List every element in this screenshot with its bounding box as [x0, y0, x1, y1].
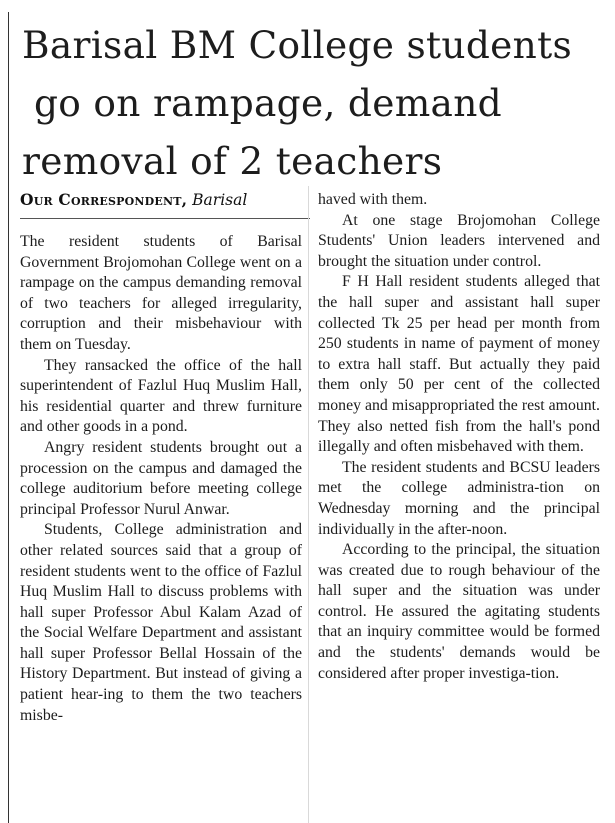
article-column-left	[20, 232, 302, 726]
byline-correspondent: Our Correspondent,	[20, 190, 188, 209]
headline-line-3: removal of 2 teachers	[22, 139, 443, 183]
byline-location: Barisal	[192, 191, 248, 209]
paragraph-7: The resident students and BCSU leaders met the college administra-tion on Wednesday morning and the principal individually in the after-noon.	[318, 458, 600, 538]
paragraph-5: At one stage Brojomohan College Students' Union leaders intervened and brought the situation under control.	[318, 211, 600, 270]
page-left-rule	[8, 12, 9, 823]
headline	[22, 16, 607, 190]
paragraph-3: Angry resident students brought out a procession on the campus and damaged the college auditorium before meeting college principal Professor Nurul Anwar.	[20, 438, 302, 518]
paragraph-continuation: haved with them.	[318, 191, 428, 208]
byline-divider	[20, 218, 310, 219]
headline-line-2: go on rampage, demand	[34, 81, 502, 125]
paragraph-6: F H Hall resident students alleged that the hall super and assistant hall super collected Tk 25 per head per month from 250 students in name of payment of money to extra hall staff. But actually they paid them only 50 per cent of the collected money and misappropriated the rest amount. They also netted fish from the hall's pond illegally and often misbehaved with them.	[318, 273, 600, 456]
paragraph-2: They ransacked the office of the hall superintendent of Fazlul Huq Muslim Hall, his residential quarter and threw furniture and other goods in a pond.	[20, 356, 302, 436]
headline-line-1: Barisal BM College students	[22, 23, 573, 67]
paragraph-4: Students, College administration and other related sources said that a group of resident students went to the office of Fazlul Huq Muslim Hall to discuss problems with hall super Professor Abul Kalam Azad of the Social Welfare Department and assistant hall super Professor Bellal Hossain of the History Department. But instead of giving a patient hear-ing to them the two teachers misbe-	[20, 521, 302, 724]
column-divider	[308, 186, 309, 823]
byline	[20, 190, 247, 209]
article-column-right	[318, 190, 600, 684]
paragraph-8: According to the principal, the situation was created due to rough behaviour of the hall super and the situation was under control. He assured the agitating students that an inquiry committee would be formed and the students' demands would be considered after proper investiga-tion.	[318, 541, 600, 682]
paragraph-1: The resident students of Barisal Government Brojomohan College went on a rampage on the campus demanding removal of two teachers for alleged irregularity, corruption and their misbehaviour with them on Tuesday.	[20, 233, 302, 353]
